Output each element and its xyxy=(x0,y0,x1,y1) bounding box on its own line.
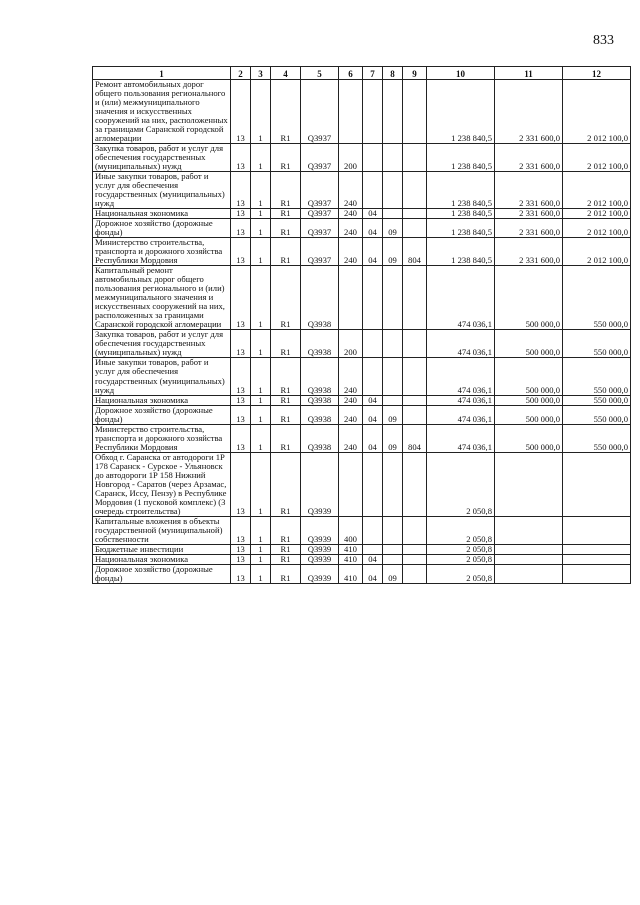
code-cell: 1 xyxy=(251,424,271,452)
amount-cell: 500 000,0 xyxy=(495,405,563,424)
code-cell xyxy=(383,330,403,358)
code-cell: Q3938 xyxy=(301,266,339,330)
amount-cell: 1 238 840,5 xyxy=(427,238,495,266)
amount-cell: 2 012 100,0 xyxy=(563,144,631,172)
amount-cell: 2 331 600,0 xyxy=(495,172,563,209)
row-name: Закупка товаров, работ и услуг для обеспечения государственных (муниципальных) нужд xyxy=(93,330,231,358)
code-cell: R1 xyxy=(271,516,301,544)
code-cell xyxy=(363,80,383,144)
code-cell xyxy=(339,266,363,330)
amount-cell: 500 000,0 xyxy=(495,395,563,405)
code-cell: 13 xyxy=(231,266,251,330)
code-cell: 13 xyxy=(231,358,251,395)
code-cell: Q3938 xyxy=(301,395,339,405)
code-cell: 1 xyxy=(251,395,271,405)
code-cell: 04 xyxy=(363,424,383,452)
code-cell: Q3939 xyxy=(301,452,339,516)
code-cell: 240 xyxy=(339,209,363,219)
code-cell: 410 xyxy=(339,554,363,564)
code-cell: 1 xyxy=(251,564,271,583)
amount-cell: 550 000,0 xyxy=(563,330,631,358)
code-cell xyxy=(403,172,427,209)
code-cell: Q3939 xyxy=(301,554,339,564)
table-row xyxy=(93,358,631,395)
amount-cell: 2 012 100,0 xyxy=(563,219,631,238)
code-cell: 13 xyxy=(231,424,251,452)
row-name: Капитальные вложения в объекты государственной (муниципальной) собственности xyxy=(93,516,231,544)
code-cell: 09 xyxy=(383,424,403,452)
code-cell xyxy=(403,266,427,330)
code-cell: 410 xyxy=(339,544,363,554)
code-cell: 04 xyxy=(363,554,383,564)
amount-cell: 1 238 840,5 xyxy=(427,172,495,209)
code-cell: R1 xyxy=(271,219,301,238)
code-cell: 13 xyxy=(231,80,251,144)
row-name: Национальная экономика xyxy=(93,395,231,405)
row-name: Дорожное хозяйство (дорожные фонды) xyxy=(93,219,231,238)
amount-cell: 474 036,1 xyxy=(427,424,495,452)
amount-cell: 2 050,8 xyxy=(427,554,495,564)
code-cell: Q3938 xyxy=(301,405,339,424)
amount-cell xyxy=(495,516,563,544)
column-header: 10 xyxy=(427,67,495,80)
code-cell: 1 xyxy=(251,544,271,554)
code-cell xyxy=(383,452,403,516)
code-cell xyxy=(403,209,427,219)
code-cell: Q3937 xyxy=(301,209,339,219)
code-cell xyxy=(383,544,403,554)
code-cell: 240 xyxy=(339,219,363,238)
table-row xyxy=(93,80,631,144)
code-cell: 1 xyxy=(251,405,271,424)
amount-cell xyxy=(495,554,563,564)
code-cell xyxy=(363,144,383,172)
code-cell: 04 xyxy=(363,395,383,405)
code-cell: 1 xyxy=(251,238,271,266)
table-row xyxy=(93,330,631,358)
row-name: Министерство строительства, транспорта и дорожного хозяйства Республики Мордовия xyxy=(93,238,231,266)
amount-cell: 550 000,0 xyxy=(563,405,631,424)
code-cell: 09 xyxy=(383,219,403,238)
code-cell: R1 xyxy=(271,330,301,358)
code-cell xyxy=(363,452,383,516)
code-cell xyxy=(403,516,427,544)
code-cell: 240 xyxy=(339,405,363,424)
table-row xyxy=(93,405,631,424)
amount-cell xyxy=(495,564,563,583)
code-cell xyxy=(403,544,427,554)
code-cell xyxy=(403,330,427,358)
column-header: 9 xyxy=(403,67,427,80)
row-name: Министерство строительства, транспорта и дорожного хозяйства Республики Мордовия xyxy=(93,424,231,452)
amount-cell: 2 331 600,0 xyxy=(495,80,563,144)
code-cell: 13 xyxy=(231,452,251,516)
code-cell: 04 xyxy=(363,564,383,583)
row-name: Капитальный ремонт автомобильных дорог общего пользования регионального и (или) межмуниципального значения и искусственных сооружений на них, расположенных за границами Саранской городской агломерации xyxy=(93,266,231,330)
code-cell: 1 xyxy=(251,452,271,516)
code-cell: Q3937 xyxy=(301,219,339,238)
amount-cell: 500 000,0 xyxy=(495,330,563,358)
code-cell: R1 xyxy=(271,80,301,144)
code-cell: R1 xyxy=(271,452,301,516)
code-cell: 1 xyxy=(251,358,271,395)
row-name: Национальная экономика xyxy=(93,554,231,564)
amount-cell xyxy=(563,554,631,564)
code-cell: 04 xyxy=(363,405,383,424)
table-row xyxy=(93,452,631,516)
code-cell xyxy=(403,554,427,564)
table-row xyxy=(93,219,631,238)
code-cell: 13 xyxy=(231,395,251,405)
code-cell xyxy=(383,144,403,172)
amount-cell: 474 036,1 xyxy=(427,358,495,395)
table-row xyxy=(93,516,631,544)
code-cell: 1 xyxy=(251,516,271,544)
code-cell xyxy=(403,395,427,405)
budget-table xyxy=(92,66,631,584)
code-cell: 13 xyxy=(231,516,251,544)
code-cell: Q3939 xyxy=(301,516,339,544)
amount-cell: 1 238 840,5 xyxy=(427,219,495,238)
amount-cell: 2 012 100,0 xyxy=(563,172,631,209)
code-cell: 04 xyxy=(363,238,383,266)
table-row xyxy=(93,144,631,172)
table-row xyxy=(93,172,631,209)
code-cell xyxy=(339,80,363,144)
code-cell xyxy=(363,516,383,544)
amount-cell: 2 331 600,0 xyxy=(495,238,563,266)
amount-cell: 550 000,0 xyxy=(563,358,631,395)
code-cell: 13 xyxy=(231,172,251,209)
code-cell: 13 xyxy=(231,219,251,238)
amount-cell: 2 331 600,0 xyxy=(495,209,563,219)
amount-cell: 550 000,0 xyxy=(563,266,631,330)
code-cell: Q3938 xyxy=(301,330,339,358)
amount-cell: 500 000,0 xyxy=(495,266,563,330)
code-cell: 804 xyxy=(403,424,427,452)
amount-cell xyxy=(563,564,631,583)
amount-cell: 2 331 600,0 xyxy=(495,219,563,238)
code-cell: 240 xyxy=(339,172,363,209)
column-header: 6 xyxy=(339,67,363,80)
column-header: 7 xyxy=(363,67,383,80)
code-cell: 13 xyxy=(231,544,251,554)
code-cell: R1 xyxy=(271,144,301,172)
code-cell: R1 xyxy=(271,544,301,554)
code-cell xyxy=(363,266,383,330)
table-row xyxy=(93,266,631,330)
code-cell: 13 xyxy=(231,209,251,219)
code-cell: R1 xyxy=(271,266,301,330)
code-cell xyxy=(383,209,403,219)
amount-cell: 500 000,0 xyxy=(495,424,563,452)
amount-cell: 1 238 840,5 xyxy=(427,209,495,219)
code-cell: Q3939 xyxy=(301,564,339,583)
table-header-row xyxy=(93,67,631,80)
code-cell: R1 xyxy=(271,172,301,209)
code-cell: 200 xyxy=(339,330,363,358)
code-cell: Q3938 xyxy=(301,358,339,395)
code-cell: 09 xyxy=(383,405,403,424)
code-cell: Q3937 xyxy=(301,172,339,209)
code-cell: R1 xyxy=(271,405,301,424)
amount-cell: 2 012 100,0 xyxy=(563,80,631,144)
code-cell xyxy=(403,405,427,424)
code-cell: 04 xyxy=(363,209,383,219)
code-cell: R1 xyxy=(271,209,301,219)
code-cell xyxy=(403,452,427,516)
code-cell: 410 xyxy=(339,564,363,583)
amount-cell: 1 238 840,5 xyxy=(427,144,495,172)
row-name: Закупка товаров, работ и услуг для обеспечения государственных (муниципальных) нужд xyxy=(93,144,231,172)
code-cell: 04 xyxy=(363,219,383,238)
code-cell xyxy=(363,358,383,395)
table-row xyxy=(93,395,631,405)
table-row xyxy=(93,209,631,219)
amount-cell: 2 050,8 xyxy=(427,516,495,544)
code-cell xyxy=(383,395,403,405)
amount-cell: 500 000,0 xyxy=(495,358,563,395)
code-cell: 240 xyxy=(339,238,363,266)
code-cell: Q3937 xyxy=(301,80,339,144)
code-cell: 1 xyxy=(251,266,271,330)
code-cell: R1 xyxy=(271,358,301,395)
code-cell: 09 xyxy=(383,238,403,266)
code-cell: 1 xyxy=(251,209,271,219)
code-cell: 240 xyxy=(339,358,363,395)
code-cell: 13 xyxy=(231,144,251,172)
row-name: Обход г. Саранска от автодороги 1Р 178 Саранск - Сурское - Ульяновск до автодороги 1Р 158 Нижний Новгород - Саратов (через Арзамас, Саранск, Иссу, Пензу) в Республике Мордовия (1 пусковой комплекс) (3 очередь строительства) xyxy=(93,452,231,516)
code-cell xyxy=(383,554,403,564)
code-cell: 240 xyxy=(339,424,363,452)
column-header: 3 xyxy=(251,67,271,80)
code-cell xyxy=(403,144,427,172)
code-cell: Q3939 xyxy=(301,544,339,554)
row-name: Ремонт автомобильных дорог общего пользования регионального и (или) межмуниципального значения и искусственных сооружений на них, расположенных за границами Саранской городской агломерации xyxy=(93,80,231,144)
row-name: Дорожное хозяйство (дорожные фонды) xyxy=(93,405,231,424)
column-header: 1 xyxy=(93,67,231,80)
amount-cell: 550 000,0 xyxy=(563,395,631,405)
table-row xyxy=(93,554,631,564)
code-cell: R1 xyxy=(271,238,301,266)
column-header: 4 xyxy=(271,67,301,80)
row-name: Иные закупки товаров, работ и услуг для обеспечения государственных (муниципальных) нужд xyxy=(93,172,231,209)
amount-cell: 2 012 100,0 xyxy=(563,209,631,219)
code-cell: 13 xyxy=(231,238,251,266)
code-cell xyxy=(403,219,427,238)
code-cell: R1 xyxy=(271,395,301,405)
amount-cell xyxy=(563,544,631,554)
table-row xyxy=(93,564,631,583)
amount-cell: 2 050,8 xyxy=(427,452,495,516)
table-row xyxy=(93,544,631,554)
column-header: 12 xyxy=(563,67,631,80)
amount-cell: 2 331 600,0 xyxy=(495,144,563,172)
code-cell xyxy=(383,172,403,209)
code-cell xyxy=(383,80,403,144)
row-name: Национальная экономика xyxy=(93,209,231,219)
amount-cell: 474 036,1 xyxy=(427,266,495,330)
code-cell: Q3938 xyxy=(301,424,339,452)
amount-cell: 1 238 840,5 xyxy=(427,80,495,144)
column-header: 11 xyxy=(495,67,563,80)
code-cell xyxy=(363,330,383,358)
column-header: 8 xyxy=(383,67,403,80)
code-cell xyxy=(363,544,383,554)
code-cell: R1 xyxy=(271,564,301,583)
amount-cell xyxy=(495,544,563,554)
code-cell: 13 xyxy=(231,330,251,358)
code-cell xyxy=(339,452,363,516)
code-cell: 1 xyxy=(251,554,271,564)
code-cell: 13 xyxy=(231,564,251,583)
code-cell: 240 xyxy=(339,395,363,405)
code-cell: 400 xyxy=(339,516,363,544)
column-header: 5 xyxy=(301,67,339,80)
table-row xyxy=(93,238,631,266)
code-cell: 200 xyxy=(339,144,363,172)
amount-cell xyxy=(495,452,563,516)
code-cell: 1 xyxy=(251,144,271,172)
code-cell xyxy=(383,516,403,544)
amount-cell: 474 036,1 xyxy=(427,330,495,358)
code-cell xyxy=(403,80,427,144)
row-name: Иные закупки товаров, работ и услуг для обеспечения государственных (муниципальных) нужд xyxy=(93,358,231,395)
amount-cell xyxy=(563,452,631,516)
amount-cell: 474 036,1 xyxy=(427,395,495,405)
amount-cell: 474 036,1 xyxy=(427,405,495,424)
amount-cell: 2 050,8 xyxy=(427,544,495,554)
code-cell: 1 xyxy=(251,80,271,144)
code-cell: 804 xyxy=(403,238,427,266)
table-row xyxy=(93,424,631,452)
code-cell xyxy=(363,172,383,209)
code-cell xyxy=(403,564,427,583)
code-cell: 1 xyxy=(251,330,271,358)
code-cell: 13 xyxy=(231,405,251,424)
code-cell: 13 xyxy=(231,554,251,564)
amount-cell: 2 012 100,0 xyxy=(563,238,631,266)
code-cell xyxy=(403,358,427,395)
code-cell: Q3937 xyxy=(301,144,339,172)
code-cell xyxy=(383,266,403,330)
amount-cell: 2 050,8 xyxy=(427,564,495,583)
code-cell: 1 xyxy=(251,219,271,238)
row-name: Бюджетные инвестиции xyxy=(93,544,231,554)
row-name: Дорожное хозяйство (дорожные фонды) xyxy=(93,564,231,583)
code-cell xyxy=(383,358,403,395)
code-cell: 09 xyxy=(383,564,403,583)
code-cell: R1 xyxy=(271,424,301,452)
amount-cell xyxy=(563,516,631,544)
page-number: 833 xyxy=(593,33,614,48)
code-cell: R1 xyxy=(271,554,301,564)
amount-cell: 550 000,0 xyxy=(563,424,631,452)
code-cell: 1 xyxy=(251,172,271,209)
column-header: 2 xyxy=(231,67,251,80)
code-cell: Q3937 xyxy=(301,238,339,266)
